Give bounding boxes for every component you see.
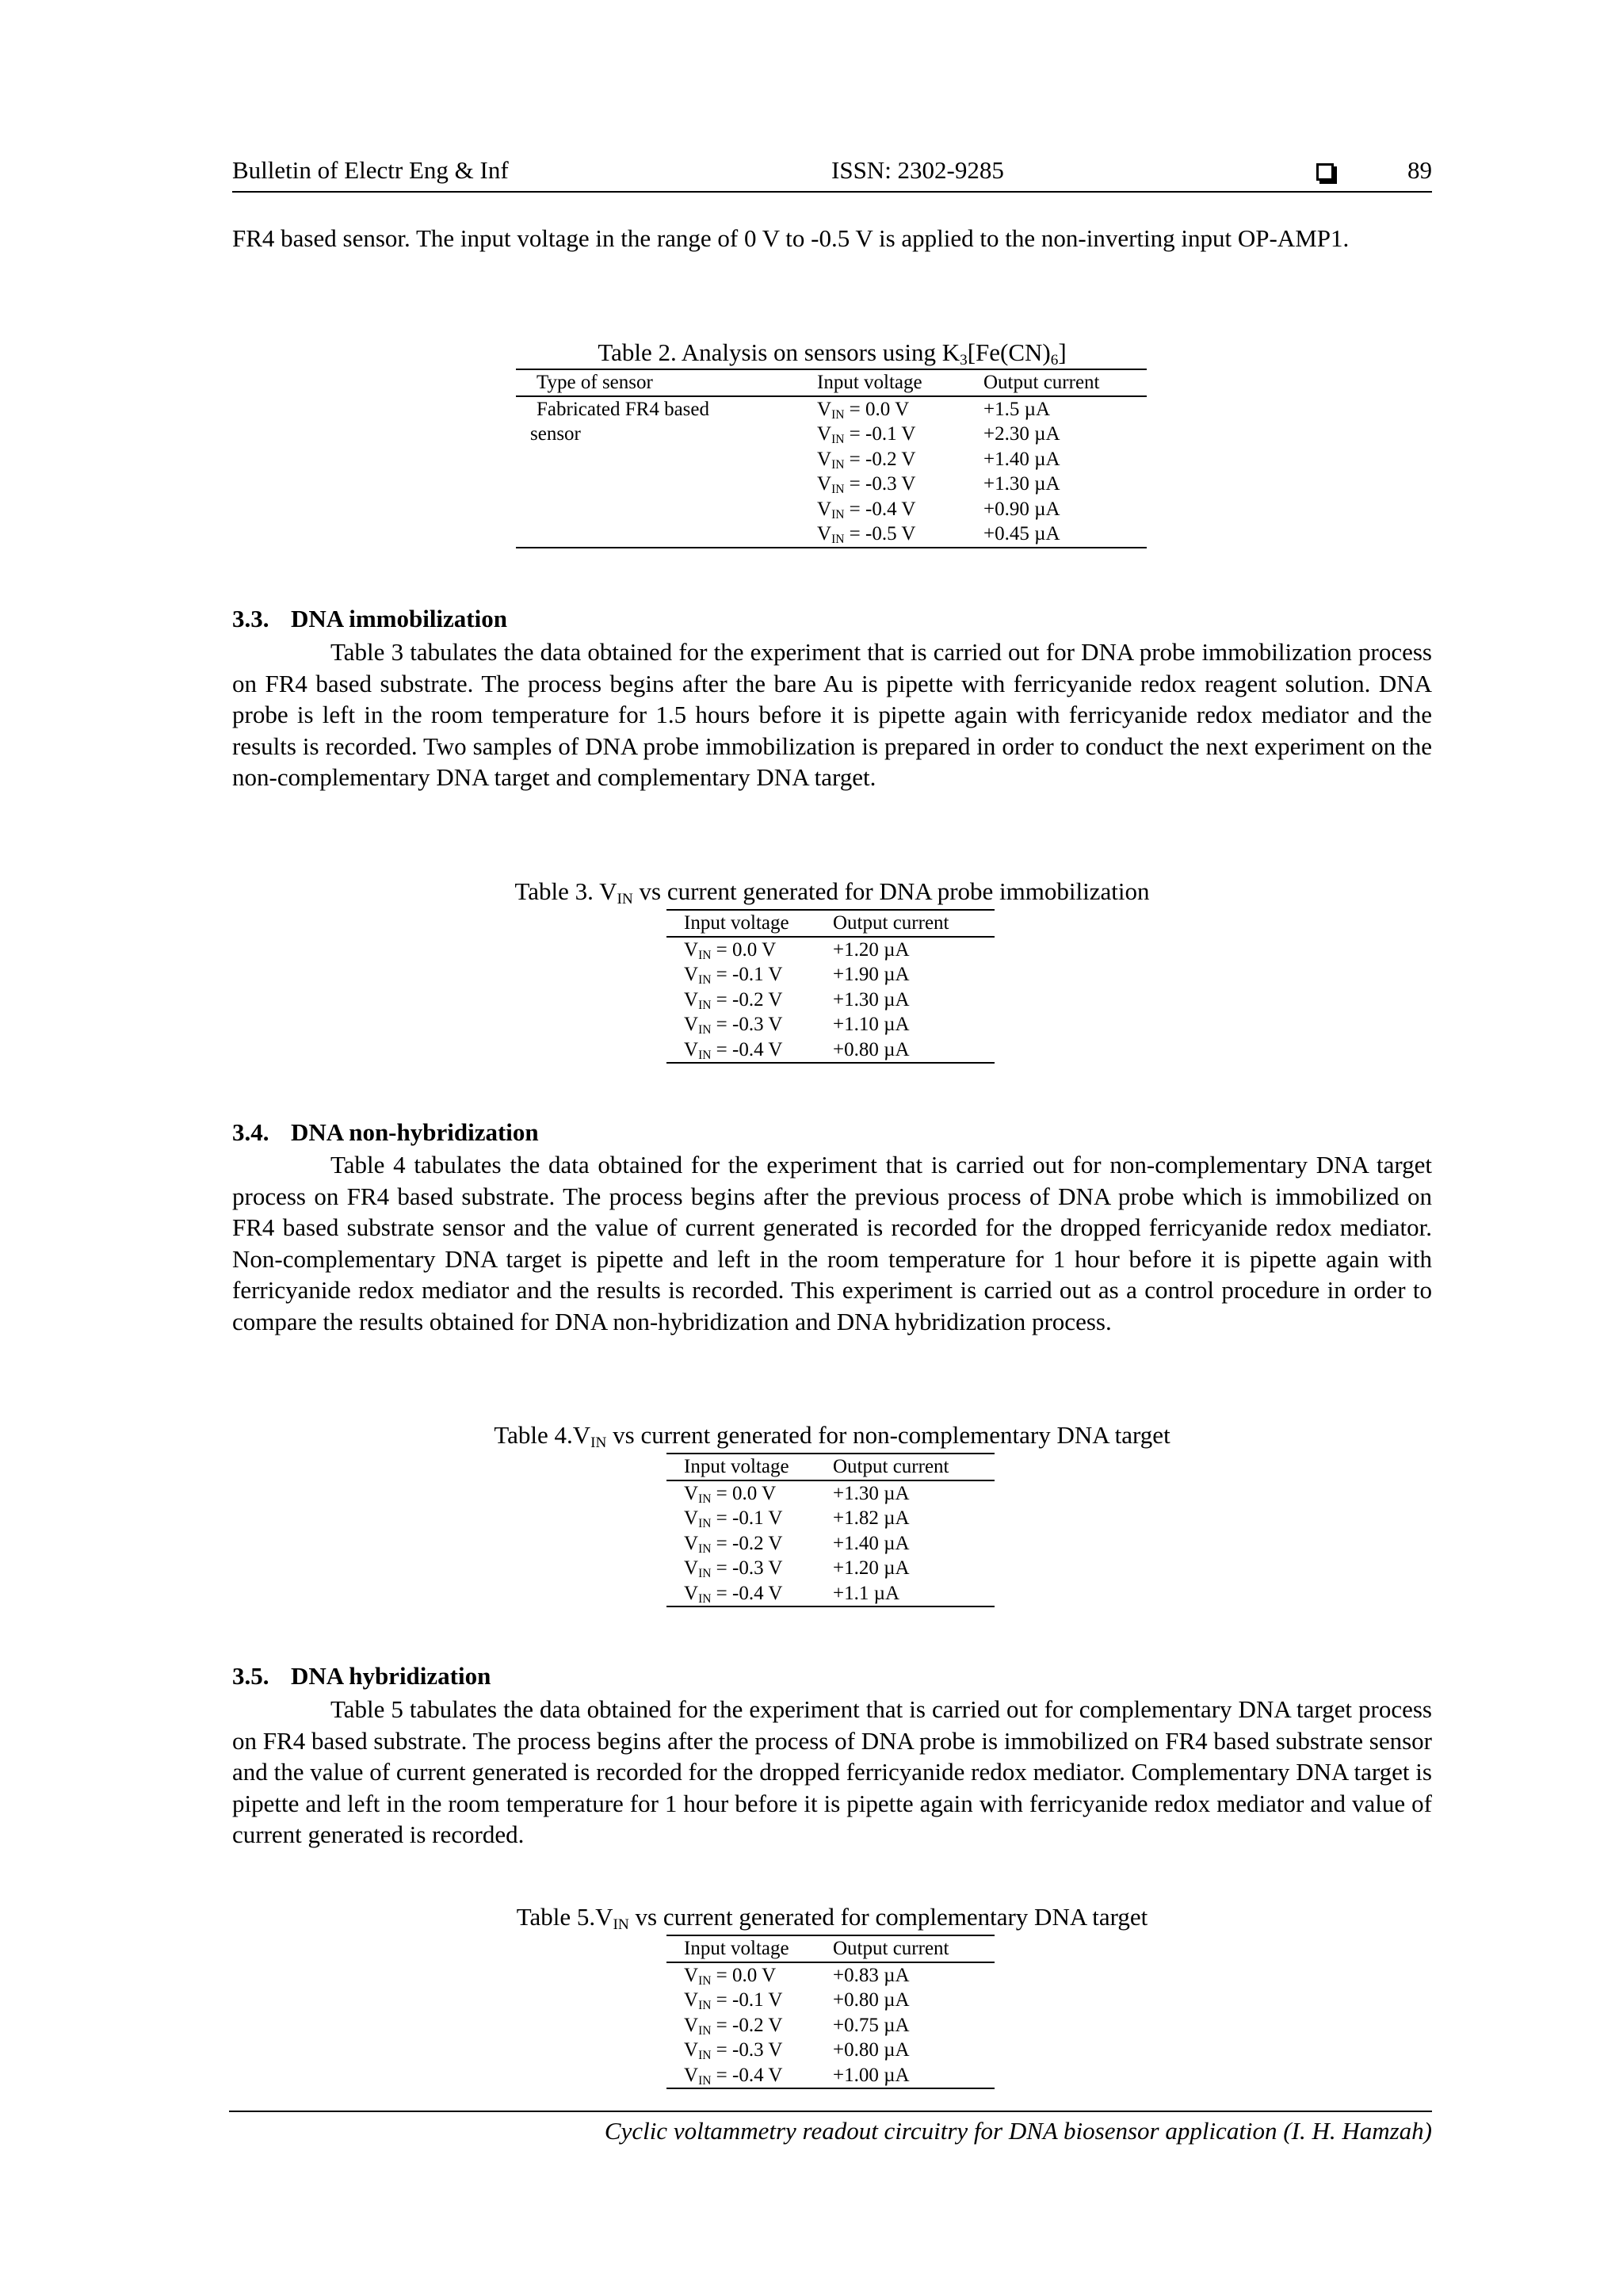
vin-subscript: IN (831, 507, 845, 521)
output-current-cell: +1.00 µA (833, 2063, 995, 2089)
table-row (516, 472, 1147, 497)
table-header-cell: Input voltage (666, 1935, 833, 1962)
vin-symbol: V (684, 1557, 699, 1579)
vin-subscript: IN (831, 457, 845, 472)
input-voltage-cell (666, 1012, 833, 1037)
table4 (666, 1453, 995, 1607)
paper-page (232, 0, 1432, 2296)
table-row (666, 962, 995, 988)
table-header-cell: Output current (983, 369, 1147, 396)
table-header-cell: Input voltage (666, 1454, 833, 1480)
table4-caption: Table $4.V_{IN}$ vs current generated for non-complementary DNA target (494, 1421, 1170, 1451)
table-row (666, 1506, 995, 1531)
vin-symbol: V (684, 964, 699, 985)
input-voltage-cell (666, 2038, 833, 2063)
vin-subscript: IN (698, 1591, 712, 1606)
vin-subscript: IN (698, 972, 712, 987)
output-current-cell: +1.40 µA (833, 1532, 910, 1554)
table2-caption: Table 2. Analysis on sensors using $K_3[Fe(CN)_6]$ (598, 338, 1067, 369)
input-voltage-value: = -0.4 V (844, 498, 916, 520)
vin-subscript: IN (698, 948, 712, 962)
input-voltage-value: = -0.1 V (844, 423, 916, 445)
table-header-row (666, 1454, 995, 1480)
input-voltage-cell (817, 497, 983, 522)
vin-symbol: V (684, 1582, 699, 1604)
output-current-cell: +1.30 µA (833, 1482, 910, 1504)
output-current-cell: +0.83 µA (833, 1964, 910, 1986)
vin-subscript: IN (831, 407, 845, 422)
vin-subscript: IN (698, 2048, 712, 2062)
table-row (666, 1556, 995, 1581)
input-voltage-cell (817, 472, 983, 497)
vin-subscript: IN (698, 1973, 712, 1988)
output-current-cell: +0.80 µA (833, 2039, 910, 2061)
sensor-type-cell (516, 497, 817, 522)
vin-symbol: V (817, 423, 832, 445)
vin-subscript: IN (698, 1541, 712, 1556)
vin-symbol: V (684, 1482, 699, 1504)
table5 (666, 1935, 995, 2089)
input-voltage-value: = 0.0 V (844, 398, 910, 420)
vin-symbol: V (684, 1532, 699, 1554)
table-header-row (666, 1935, 995, 1962)
input-voltage-value: = -0.2 V (711, 1532, 783, 1554)
journal-name: Bulletin of Electr Eng & Inf (232, 156, 509, 184)
table-row (666, 1531, 995, 1557)
vin-symbol: V (684, 1507, 699, 1529)
output-current-cell: +0.80 µA (833, 1037, 995, 1064)
table2 (516, 369, 1147, 548)
output-current-cell: +1.30 µA (833, 988, 910, 1010)
input-voltage-value: = -0.3 V (844, 473, 916, 495)
input-voltage-cell (666, 2063, 833, 2089)
input-voltage-cell (666, 988, 833, 1013)
table-row (666, 1037, 995, 1064)
output-current-cell: +0.90 µA (983, 498, 1060, 520)
input-voltage-value: = 0.0 V (711, 938, 777, 961)
table-row (666, 988, 995, 1013)
input-voltage-value: = -0.3 V (711, 1557, 783, 1579)
input-voltage-cell (666, 2013, 833, 2038)
table-header-cell: Output current (833, 1454, 995, 1480)
table-row (666, 2013, 995, 2038)
vin-subscript: IN (698, 2023, 712, 2038)
sensor-type-cell (516, 521, 817, 548)
output-current-cell: +1.82 µA (833, 1507, 910, 1529)
output-current-cell: +0.75 µA (833, 2014, 910, 2036)
vin-subscript: IN (831, 532, 845, 546)
vin-subscript: IN (698, 2073, 712, 2088)
output-current-cell: +1.20 µA (833, 938, 910, 961)
output-current-cell: +1.40 µA (983, 448, 1060, 470)
vin-subscript: IN (698, 1566, 712, 1580)
table-row (666, 937, 995, 963)
output-current-cell: +1.30 µA (983, 473, 1060, 495)
output-current-cell: +1.20 µA (833, 1557, 910, 1579)
vin-symbol: V (684, 938, 699, 961)
square-icon (1316, 163, 1334, 181)
vin-symbol: V (817, 473, 832, 495)
vin-subscript: IN (698, 998, 712, 1012)
table-row (666, 1962, 995, 1988)
vin-symbol: V (817, 448, 832, 470)
table-row (666, 2063, 995, 2089)
table-row (516, 497, 1147, 522)
table-header-cell: Input voltage (666, 910, 833, 937)
running-header (232, 156, 1432, 193)
input-voltage-value: = 0.0 V (711, 1964, 777, 1986)
vin-symbol: V (684, 1964, 699, 1986)
input-voltage-cell (817, 396, 983, 422)
input-voltage-cell (817, 422, 983, 447)
output-current-cell: +0.80 µA (833, 1989, 910, 2011)
input-voltage-cell (666, 1506, 833, 1531)
input-voltage-cell (666, 937, 833, 963)
table-row (516, 396, 1147, 422)
table-row (666, 1012, 995, 1037)
table-header-cell: Input voltage (817, 369, 983, 396)
input-voltage-value: = -0.4 V (711, 2064, 783, 2086)
output-current-cell: +2.30 µA (983, 423, 1060, 445)
table3-caption: Table 3. $V_{IN}$ vs current generated for DNA probe immobilization (514, 877, 1150, 907)
section-3-3-body: Table 3 tabulates the data obtained for the experiment that is carried out for DNA probe immobilization process on FR4 based substrate. The process begins after the bare Au is pipette with ferricyanide redox reagent solution. DNA probe is left in the room temperature for 1.5 hours before it is pipette again with ferricyanide redox mediator and the results is recorded. Two samples of DNA probe immobilization is prepared in order to conduct the next experiment on the non-complementary DNA target and complementary DNA target. (232, 638, 1432, 791)
input-voltage-value: = -0.1 V (711, 1989, 783, 2011)
output-current-cell: +1.10 µA (833, 1014, 910, 1035)
sensor-type-cell (516, 472, 817, 497)
table-row (666, 1988, 995, 2013)
section-3-4-body: Table 4 tabulates the data obtained for the experiment that is carried out for non-complementary DNA target process on FR4 based substrate. The process begins after the previous process of DNA probe which is immobilized on FR4 based substrate sensor and the value of current generated is recorded for the dropped ferricyanide redox mediator. Non-complementary DNA target is pipette and left in the room temperature for 1 hour before it is pipette again with ferricyanide redox mediator and the results is recorded. This experiment is carried out as a control procedure in order to compare the results obtained for DNA non-hybridization and DNA hybridization process. (232, 1151, 1432, 1335)
input-voltage-cell (666, 962, 833, 988)
output-current-cell: +0.45 µA (983, 521, 1147, 548)
input-voltage-value: = -0.4 V (711, 1038, 783, 1060)
vin-symbol: V (817, 523, 832, 544)
input-voltage-value: = -0.1 V (711, 1507, 783, 1529)
input-voltage-value: = -0.2 V (844, 448, 916, 470)
input-voltage-value: = -0.1 V (711, 964, 783, 985)
input-voltage-value: = -0.3 V (711, 1014, 783, 1035)
input-voltage-value: = -0.2 V (711, 2014, 783, 2036)
vin-symbol: V (684, 2039, 699, 2061)
vin-subscript: IN (698, 1048, 712, 1062)
section-heading-3-4: 3.4. DNA non-hybridization (232, 1118, 539, 1146)
vin-subscript: IN (831, 432, 845, 446)
section-heading-3-5: 3.5. DNA hybridization (232, 1662, 491, 1690)
vin-symbol: V (684, 2014, 699, 2036)
table-row (666, 2038, 995, 2063)
input-voltage-value: = -0.5 V (844, 523, 916, 544)
sensor-type-cell: Fabricated FR4 based (537, 398, 710, 420)
input-voltage-value: = -0.4 V (711, 1582, 783, 1604)
input-voltage-cell (817, 447, 983, 472)
vin-subscript: IN (831, 482, 845, 496)
footer-rule (229, 2111, 1432, 2112)
table5-caption: Table $5.V_{IN}$ vs current generated for complementary DNA target (516, 1903, 1148, 1933)
table-row (666, 1581, 995, 1607)
sensor-type-cell: sensor (530, 423, 581, 445)
table3 (666, 909, 995, 1064)
issn: ISSN: 2302-9285 (831, 156, 1004, 184)
input-voltage-cell (666, 1556, 833, 1581)
input-voltage-cell (817, 521, 983, 548)
table-row (516, 521, 1147, 548)
sensor-type-cell (516, 447, 817, 472)
section-heading-3-3: 3.3. DNA immobilization (232, 605, 507, 632)
vin-symbol: V (684, 1989, 699, 2011)
table-row (666, 1480, 995, 1507)
vin-symbol: V (684, 2064, 699, 2086)
page-number: 89 (1407, 156, 1432, 184)
input-voltage-cell (666, 1988, 833, 2013)
intro-paragraph: FR4 based sensor. The input voltage in the range of 0 V to -0.5 V is applied to the non-inverting input OP-AMP1. (232, 224, 1350, 252)
running-footer: Cyclic voltammetry readout circuitry for DNA biosensor application (I. H. Hamzah) (604, 2117, 1432, 2145)
vin-symbol: V (684, 1014, 699, 1035)
vin-subscript: IN (698, 1022, 712, 1037)
section-3-5-body: Table 5 tabulates the data obtained for the experiment that is carried out for complementary DNA target process on FR4 based substrate. The process begins after the process of DNA probe is immobilized on FR4 based substrate sensor and the value of current generated is recorded for the dropped ferricyanide redox mediator. Complementary DNA target is pipette and left in the room temperature for 1 hour before it is pipette again with ferricyanide redox mediator and value of current generated is recorded. (232, 1695, 1432, 1848)
output-current-cell: +1.5 µA (983, 398, 1051, 420)
table-header-row (666, 910, 995, 937)
input-voltage-cell (666, 1037, 833, 1064)
input-voltage-value: = -0.3 V (711, 2039, 783, 2061)
input-voltage-value: = -0.2 V (711, 988, 783, 1010)
vin-subscript: IN (698, 1998, 712, 2012)
vin-subscript: IN (698, 1516, 712, 1530)
input-voltage-cell (666, 1480, 833, 1507)
table-row (516, 422, 1147, 447)
vin-subscript: IN (698, 1492, 712, 1506)
table-header-cell: Output current (833, 910, 995, 937)
table-row (516, 447, 1147, 472)
output-current-cell: +1.1 µA (833, 1581, 995, 1607)
input-voltage-cell (666, 1581, 833, 1607)
vin-symbol: V (817, 398, 832, 420)
input-voltage-value: = 0.0 V (711, 1482, 777, 1504)
output-current-cell: +1.90 µA (833, 964, 910, 985)
vin-symbol: V (817, 498, 832, 520)
table-header-cell: Type of sensor (516, 369, 817, 396)
input-voltage-cell (666, 1531, 833, 1557)
table-header-row (516, 369, 1147, 396)
table-header-cell: Output current (833, 1935, 995, 1962)
input-voltage-cell (666, 1962, 833, 1988)
vin-symbol: V (684, 1038, 699, 1060)
vin-symbol: V (684, 988, 699, 1010)
